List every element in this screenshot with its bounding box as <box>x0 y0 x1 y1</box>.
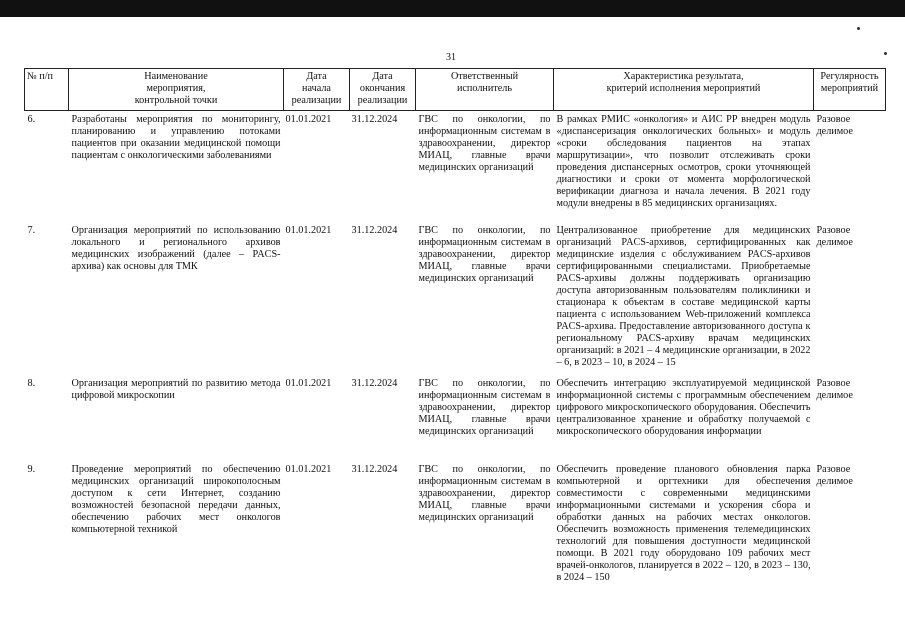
end-date: 31.12.2024 <box>351 224 398 236</box>
table-row <box>25 461 886 601</box>
responsible-executor: ГВС по онкологии, по информационным системам в здравоохранении, директор МИАЦ, главные врачи медицинских организаций <box>418 377 551 437</box>
col-header-regularity: Регулярность мероприятий <box>814 69 886 111</box>
table-header-row <box>25 69 886 111</box>
scan-speck <box>884 52 887 55</box>
start-date: 01.01.2021 <box>285 224 332 236</box>
responsible-executor: ГВС по онкологии, по информационным системам в здравоохранении, директор МИАЦ, главные врачи медицинских организаций <box>418 114 551 173</box>
result-description: Обеспечить интеграцию эксплуатируемой медицинской информационной системы с программным обеспечением цифрового микроскопического оборудования. Обеспечить централизованное хранение и обработку получаемой с микроскопического оборудования информации <box>556 377 811 437</box>
col-header-start-date: Дата начала реализации <box>284 69 350 111</box>
measure-name: Организация мероприятий по использованию локального и регионального архивов медицинских изображений (далее – PACS-архива) как основы для ТМК <box>71 224 281 272</box>
measure-name: Проведение мероприятий по обеспечению медицинских организаций широкополосным доступом к сети Интернет, созданию возможностей безопасной передачи данных, обеспечению рабочих мест онкологов компьютерной техникой <box>71 463 281 535</box>
scan-top-border <box>0 0 905 17</box>
regularity: Разовое делимое <box>816 463 853 487</box>
page-number: 31 <box>446 52 456 63</box>
regularity: Разовое делимое <box>816 114 853 137</box>
col-header-end-date: Дата окончания реализации <box>350 69 416 111</box>
table-row <box>25 375 886 461</box>
start-date: 01.01.2021 <box>285 114 332 125</box>
measure-name: Разработаны мероприятия по мониторингу, планированию и управлению потоками пациентов при оказании медицинской помощи пациентам с онкологическими заболеваниями <box>71 114 281 161</box>
measure-name: Организация мероприятий по развитию метода цифровой микроскопии <box>71 377 281 401</box>
table-row <box>25 222 886 375</box>
col-header-name: Наименование мероприятия, контрольной точки <box>69 69 284 111</box>
start-date: 01.01.2021 <box>285 463 332 475</box>
end-date: 31.12.2024 <box>351 114 398 125</box>
start-date: 01.01.2021 <box>285 377 332 389</box>
scan-speck <box>857 27 860 30</box>
col-header-result: Характеристика результата, критерий исполнения мероприятий <box>554 69 814 111</box>
table-row <box>25 111 886 222</box>
row-number: 6. <box>27 114 36 125</box>
responsible-executor: ГВС по онкологии, по информационным системам в здравоохранении, директор МИАЦ, главные врачи медицинских организаций <box>418 224 551 284</box>
col-header-responsible: Ответственный исполнитель <box>416 69 554 111</box>
row-number: 8. <box>27 377 36 389</box>
row-number: 7. <box>27 224 36 236</box>
col-header-number: № п/п <box>25 69 69 111</box>
end-date: 31.12.2024 <box>351 377 398 389</box>
regularity: Разовое делимое <box>816 224 853 248</box>
measures-table <box>24 68 886 601</box>
end-date: 31.12.2024 <box>351 463 398 475</box>
regularity: Разовое делимое <box>816 377 853 401</box>
result-description: В рамках РМИС «онкология» и АИС РР внедрен модуль «диспансеризация онкологических больных» и модуль «сроки обследования пациентов на этапах маршрутизации», что позволит отслеживать сроки проведения диспансерных осмотров, сроки уточняющей диагностики и сроки от момента морфологической верификации диагноза и начала лечения. В 2021 году модули внедрены в 85 медицинских организациях. <box>556 114 811 209</box>
row-number: 9. <box>27 463 36 475</box>
result-description: Централизованное приобретение для медицинских организаций PACS-архивов, сертифицированных как медицинские изделия с обслуживанием PACS-архивов сертифицированными специалистами. Приобретаемые PACS-архивы должны поддерживать организацию доступа авторизованным пользователям поликлиники и стационара к объектам в составе медицинской карты пациента с использованием Web-приложений комплекса PACS-архива. Предоставление авторизованного доступа к региональному PACS-архиву врачам медицинских организаций: в 2021 – 4 медицинские организации, в 2022 – 6, в 2023 – 10, в 2024 – 15 <box>556 224 811 368</box>
responsible-executor: ГВС по онкологии, по информационным системам в здравоохранении, директор МИАЦ, главные врачи медицинских организаций <box>418 463 551 523</box>
result-description: Обеспечить проведение планового обновления парка компьютерной и оргтехники для обеспечения совместимости с современными медицинскими информационными системами и ускорения сбора и обработки данных на рабочих местах онкологов. Обеспечить возможность применения телемедицинских технологий для повышения доступности медицинской помощи. В 2021 году оборудовано 109 рабочих мест врачей-онкологов, планируется в 2022 – 120, в 2023 – 130, в 2024 – 150 <box>556 463 811 583</box>
